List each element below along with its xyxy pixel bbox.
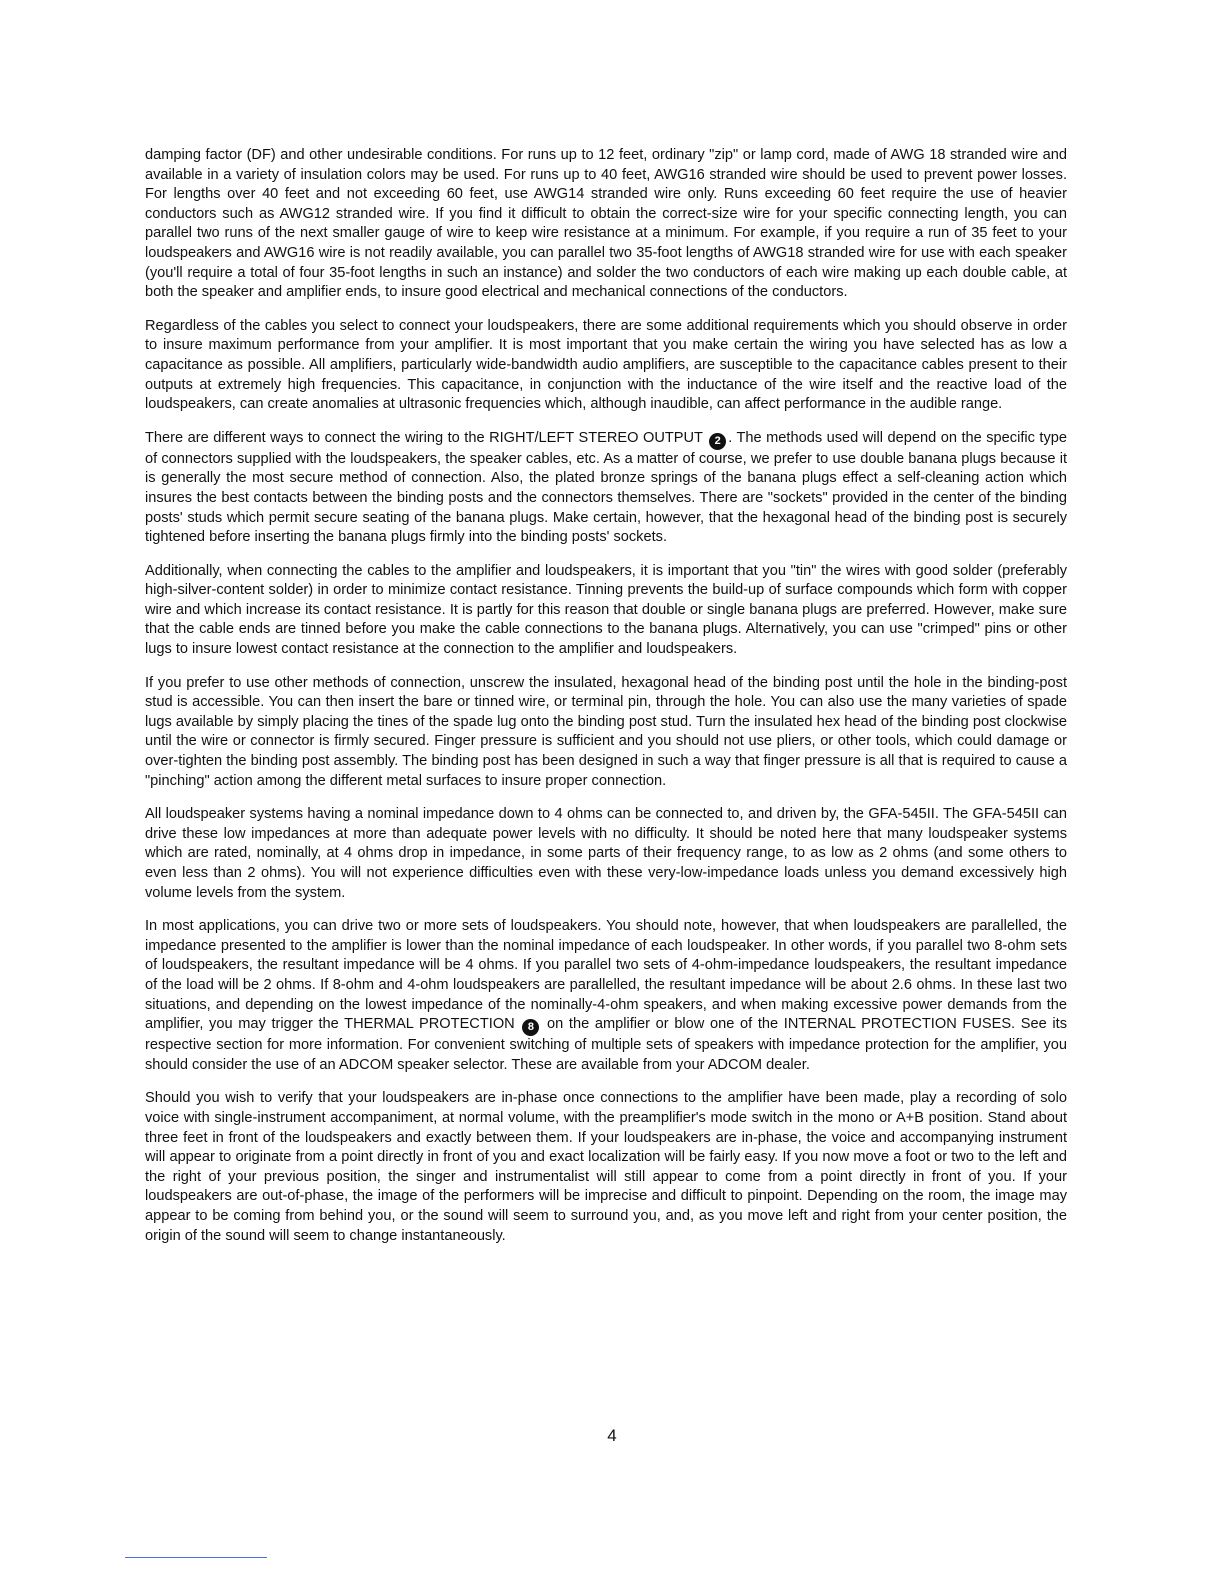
paragraph-text: . The methods used will depend on the specific type of connectors supplied with the loudspeakers, the speaker cables, etc. As a matter of course, we prefer to use double banana plugs because it is generally the most secure method of connection. Also, the plated bronze springs of the banana plugs effect a self-cleaning action which insures the best contacts between the binding posts and the connectors themselves. There are "sockets" provided in the center of the binding posts' studs which permit secure seating of the banana plugs. Make certain, however, that the hexagonal head of the binding post is securely tightened before inserting the banana plugs firmly into the binding posts' sockets. [145, 429, 1067, 546]
paragraph-speaker-wire-gauge: damping factor (DF) and other undesirable conditions. For runs up to 12 feet, ordinary "zip" or lamp cord, made of AWG 18 stranded wire and available in a variety of insulation colors may be used. For runs up to 40 feet, AWG16 stranded wire should be used to prevent power losses. For lengths over 40 feet and not exceeding 60 feet, use AWG14 stranded wire only. Runs exceeding 60 feet require the use of heavier conductors such as AWG12 stranded wire. If you find it difficult to obtain the correct-size wire for your specific connecting length, you can parallel two runs of the next smaller gauge of wire to keep wire resistance at a minimum. For example, if you require a run of 35 feet to your loudspeakers and AWG16 wire is not readily available, you can parallel two 35-foot lengths of AWG18 stranded wire for use with each speaker (you'll require a total of four 35-foot lengths in such an instance) and solder the two conductors of each wire making up each double cable, at both the speaker and amplifier ends, to insure good electrical and mechanical connections of the conductors. [145, 147, 1067, 301]
paragraph-stereo-output-connection [145, 429, 1067, 548]
page-number: 4 [607, 1426, 617, 1445]
paragraph-text: There are different ways to connect the wiring to the RIGHT/LEFT STEREO OUTPUT [145, 429, 708, 446]
callout-marker-8: 8 [522, 1019, 539, 1036]
paragraph-cable-capacitance: Regardless of the cables you select to connect your loudspeakers, there are some additional requirements which you should observe in order to insure maximum performance from your amplifier. It is most important that you make certain the wiring you have selected has as low a capacitance as possible. All amplifiers, particularly wide-bandwidth audio amplifiers, are susceptible to the capacitance cables present to their outputs at extremely high frequencies. This capacitance, in conjunction with the inductance of the wire itself and the reactive load of the loudspeakers, can create anomalies at ultrasonic frequencies which, although inaudible, can affect performance in the audible range. [145, 317, 1067, 413]
paragraph-other-connection-methods: If you prefer to use other methods of connection, unscrew the insulated, hexagonal head of the binding post until the hole in the binding-post stud is accessible. You can then insert the bare or tinned wire, or terminal pin, through the hole. You can also use the many varieties of spade lugs available by simply placing the tines of the spade lug onto the binding post stud. Turn the insulated hex head of the binding post clockwise until the wire or connector is firmly secured. Finger pressure is sufficient and you should not use pliers, or other tools, which could damage or over-tighten the binding post assembly. The binding post has been designed in such a way that finger pressure is all that is required to cause a "pinching" action among the different metal surfaces to insure proper connection. [145, 674, 1067, 789]
paragraph-text: on the amplifier or blow one of the INTERNAL PROTECTION FUSES. See its respective section for more information. For convenient switching of multiple sets of speakers with impedance protection for the amplifier, you should consider the use of an ADCOM speaker selector. These are available from your ADCOM dealer. [145, 1016, 1067, 1073]
paragraph-phase-verification: Should you wish to verify that your loudspeakers are in-phase once connections to the amplifier have been made, play a recording of solo voice with single-instrument accompaniment, at normal volume, with the preamplifier's mode switch in the mono or A+B position. Stand about three feet in front of the loudspeakers and exactly between them. If your loudspeakers are in-phase, the voice and accompanying instrument will appear to originate from a point directly in front of you and exact localization will be fairly easy. If you now move a foot or two to the left and the right of your previous position, the singer and instrumentalist will still appear to come from a point directly in front of you. If your loudspeakers are out-of-phase, the image of the performers will be imprecise and difficult to pinpoint. Depending on the room, the image may appear to be coming from behind you, or the sound will seem to surround you, and, as you move left and right from your center position, the origin of the sound will seem to change instantaneously. [145, 1090, 1067, 1244]
paragraph-multiple-speaker-sets [145, 917, 1067, 1075]
page-body [145, 146, 1067, 1260]
callout-marker-2: 2 [709, 433, 726, 450]
paragraph-loudspeaker-impedance: All loudspeaker systems having a nominal impedance down to 4 ohms can be connected to, and driven by, the GFA-545II. The GFA-545II can drive these low impedances at more than adequate power levels with no difficulty. It should be noted here that many loudspeaker systems which are rated, nominally, at 4 ohms drop in impedance, in some parts of their frequency range, to as low as 2 ohms (and some others to even less than 2 ohms). You will not experience difficulties even with these very-low-impedance loads unless you demand excessively high volume levels from the system. [145, 806, 1067, 901]
paragraph-tinning-wires: Additionally, when connecting the cables to the amplifier and loudspeakers, it is important that you "tin" the wires with good solder (preferably high-silver-content solder) in order to minimize contact resistance. Tinning prevents the build-up of surface compounds which form with copper wire and which increase its contact resistance. It is partly for this reason that double or single banana plugs are preferred. However, make sure that the cable ends are tinned before you make the cable connections to the banana plugs. Alternatively, you can use "crimped" pins or other lugs to insure lowest contact resistance at the connection to the amplifier and loudspeakers. [145, 562, 1067, 658]
footnote-divider [125, 1557, 267, 1558]
paragraph-text: In most applications, you can drive two or more sets of loudspeakers. You should note, however, that when loudspeakers are parallelled, the impedance presented to the amplifier is lower than the nominal impedance of each loudspeaker. In other words, if you parallel two 8-ohm sets of loudspeakers, the resultant impedance will be 4 ohms. If you parallel two sets of 4-ohm-impedance loudspeakers, the resultant impedance of the load will be 2 ohms. If 8-ohm and 4-ohm loudspeakers are parallelled, the resultant impedance will be about 2.6 ohms. In these last two situations, and depending on the lowest impedance of the nominally-4-ohm speakers, and when making excessive power demands from the amplifier, you may trigger the THERMAL PROTECTION [145, 918, 1067, 1033]
